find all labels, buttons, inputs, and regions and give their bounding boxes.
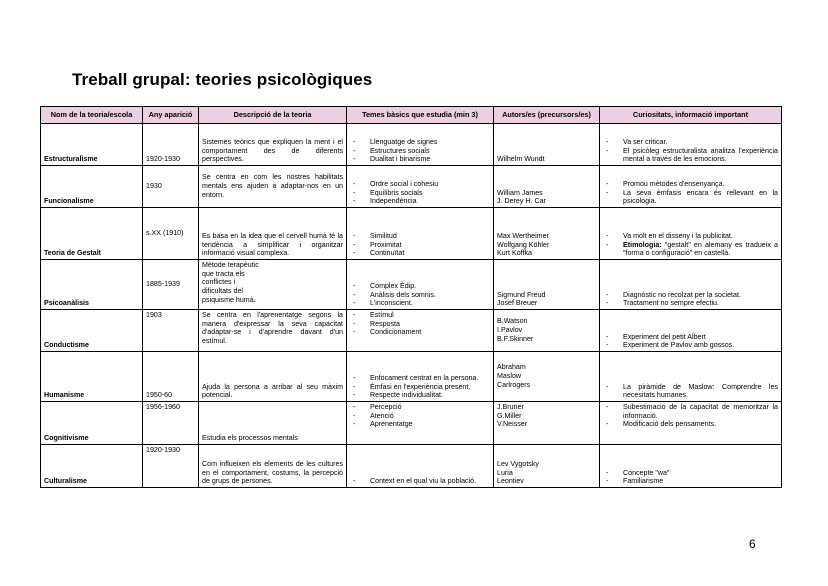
theory-name: Cognitivisme <box>41 402 143 445</box>
note-text: "gestalt" en alemany es tradueix a "forma o configuració" en castellà. <box>623 240 778 258</box>
note-item: - La seva èmfasis encara és rellevant en la psicologia. <box>603 189 778 206</box>
author-name: Josef Breuer <box>497 299 538 308</box>
author-name: V.Neisser <box>497 420 528 429</box>
theory-notes <box>600 166 782 208</box>
theory-authors <box>494 352 600 402</box>
header-description: Descripció de la teoria <box>199 107 347 124</box>
theory-description: Se centra en com les nostres habilitats mentals ens ajuden a adaptar-nos en un entorn. <box>199 166 347 208</box>
author-name: B.Watson <box>497 317 528 326</box>
note-item: - El psicòleg estructuralista analitza l'experiència mental a través de les emocions. <box>603 147 778 164</box>
table-row <box>41 352 782 402</box>
topic-item: - Complex Èdip. <box>350 282 490 291</box>
note-item: - Familiarisme <box>603 477 778 486</box>
theory-name: Teoria de Gestalt <box>41 208 143 260</box>
author-name: Abraham <box>497 363 526 372</box>
theory-authors <box>494 402 600 445</box>
theory-notes <box>600 260 782 310</box>
theory-notes <box>600 402 782 445</box>
note-item: - Modificació dels pensaments. <box>603 420 778 429</box>
theory-notes <box>600 124 782 166</box>
note-item: - Subestimació de la capacitat de memoritzar la informació. <box>603 403 778 420</box>
author-name: B.F.Skinner <box>497 334 534 343</box>
theory-year: 1920-1930 <box>143 445 199 488</box>
theory-name: Conductisme <box>41 310 143 352</box>
author-name: Wilhelm Wundt <box>497 155 545 164</box>
header-topics: Temes bàsics que estudia (min 3) <box>347 107 494 124</box>
author-name: J.Bruner <box>497 403 524 411</box>
topic-item: - Independència <box>350 197 490 206</box>
author-name: Maslow <box>497 372 522 381</box>
theory-year: 1930 <box>143 166 199 208</box>
topic-item: - Anàlisis dels somnis. <box>350 291 490 300</box>
theory-topics <box>347 352 494 402</box>
theory-year: 1903 <box>143 310 199 352</box>
topic-item: - Estructures socials <box>350 147 490 156</box>
theory-description: Ajuda la persona a arribar al seu màxim potencial. <box>199 352 347 402</box>
topic-item: - Similitud <box>350 232 490 241</box>
topic-item: - Aprenentatge <box>350 420 490 429</box>
theory-description: Estudia els processos mentals <box>199 402 347 445</box>
note-item: - Va ser criticar. <box>603 138 778 147</box>
topic-item: - Respecte individualitat. <box>350 391 490 400</box>
topic-item: - Enfocament centrat en la persona. <box>350 374 490 383</box>
topic-item: - Condicionament <box>350 328 490 337</box>
theory-year: 1885-1939 <box>143 260 199 310</box>
topic-item: - Equilibris socials <box>350 189 490 198</box>
table-row <box>41 260 782 310</box>
author-name: Wolfgang Köhler <box>497 240 550 249</box>
note-item: - Promou mètodes d'ensenyança. <box>603 180 778 189</box>
header-theory-name: Nom de la teoria/escola <box>41 107 143 124</box>
topic-item: - Dualitat i binarisme <box>350 155 490 164</box>
description-line: conflictes i <box>202 278 236 287</box>
table-header-row <box>41 107 782 124</box>
table-row <box>41 310 782 352</box>
theory-authors <box>494 208 600 260</box>
theory-notes <box>600 310 782 352</box>
author-name: J. Derey H. Car <box>497 197 546 206</box>
author-name: Sigmund Freud <box>497 290 546 299</box>
theory-notes <box>600 352 782 402</box>
author-name: Leontiev <box>497 477 524 486</box>
theory-authors <box>494 445 600 488</box>
topic-item: - Continuïtat <box>350 249 490 258</box>
description-line: Mètode terapèutic <box>202 261 259 269</box>
theory-year: 1920-1930 <box>143 124 199 166</box>
topic-item: - Estímul <box>350 311 490 320</box>
theory-description <box>199 260 347 310</box>
theory-authors <box>494 310 600 352</box>
description-line: que tracta els <box>202 269 245 278</box>
page-title: Treball grupal: teories psicològiques <box>72 70 373 89</box>
topic-item: - Percepció <box>350 403 490 412</box>
theory-name: Estructuralisme <box>41 124 143 166</box>
author-name: Lev Vygotsky <box>497 459 539 468</box>
author-name: G.Miller <box>497 411 522 420</box>
theory-description: Es basa en la idea que el cervell humà té la tendència a simplificar i organitzar informació visual complexa. <box>199 208 347 260</box>
note-item: - La piràmide de Maslow: Comprendre les necesitats humanes. <box>603 383 778 400</box>
topic-item: - Resposta <box>350 320 490 329</box>
note-item: - Diagnòstic no recolzat per la societat. <box>603 291 778 300</box>
description-line: dificultats del <box>202 287 244 296</box>
theory-name: Humanisme <box>41 352 143 402</box>
theory-topics <box>347 445 494 488</box>
author-name: Luria <box>497 468 513 477</box>
note-bold-label: Etimologia: <box>623 240 662 249</box>
theory-year: 1950-60 <box>143 352 199 402</box>
topic-item: - Proximitat <box>350 241 490 250</box>
theory-authors <box>494 260 600 310</box>
note-item: - Experiment de Pavlov amb gossos. <box>603 341 778 350</box>
theory-notes <box>600 445 782 488</box>
table-row <box>41 208 782 260</box>
table-row <box>41 166 782 208</box>
author-name: Carlrogers <box>497 380 531 389</box>
table-row <box>41 445 782 488</box>
topic-item: - Llenguatge de signes <box>350 138 490 147</box>
header-authors: Autors/es (precursors/es) <box>494 107 600 124</box>
topic-item: - Context en el qual viu la població. <box>350 477 490 486</box>
theory-authors <box>494 166 600 208</box>
description-line: psiquisme humà. <box>202 295 256 304</box>
theory-topics <box>347 402 494 445</box>
theory-year: s.XX (1910) <box>143 208 199 260</box>
theory-topics <box>347 124 494 166</box>
header-year: Any aparició <box>143 107 199 124</box>
table-row <box>41 402 782 445</box>
author-name: William James <box>497 188 543 197</box>
theory-name: Psicoanàlisis <box>41 260 143 310</box>
theory-description: Se centra en l'aprenentatge segons la manera d'expressar la seva capacitat d'adaptar-se i d'aprendre davant d'un estímul. <box>199 310 347 352</box>
theories-table <box>40 106 782 488</box>
author-name: Max Wertheimer <box>497 231 549 240</box>
note-item: - Va molt en el disseny i la publicitat. <box>603 232 778 241</box>
topic-item: - L'inconscient. <box>350 299 490 308</box>
theory-name: Culturalisme <box>41 445 143 488</box>
theory-topics <box>347 310 494 352</box>
note-item: - Experiment del petit Albert <box>603 333 778 342</box>
note-item <box>603 241 778 258</box>
theory-notes <box>600 208 782 260</box>
theory-topics <box>347 208 494 260</box>
author-name: Kurt Koffka <box>497 249 532 258</box>
author-name: I.Pavlov <box>497 326 523 335</box>
theory-description: Sistemes teòrics que expliquen la ment i el comportament des de diferents perspectives. <box>199 124 347 166</box>
topic-item: - Atenció <box>350 412 490 421</box>
theory-topics <box>347 260 494 310</box>
theory-name: Funcionalisme <box>41 166 143 208</box>
theory-description: Com influeixen els elements de les cultures en el comportament, costums, la percepció de grups de persones. <box>199 445 347 488</box>
table-row <box>41 124 782 166</box>
theory-authors <box>494 124 600 166</box>
note-item: - Tractament no sempre efectiu. <box>603 299 778 308</box>
page-number: 6 <box>749 537 756 551</box>
header-notes: Curiositats, informació important <box>600 107 782 124</box>
note-item: - Concepte "wa" <box>603 469 778 478</box>
topic-item: - Ordre social i cohesiu <box>350 180 490 189</box>
topic-item: - Èmfasi en l'experiència present. <box>350 383 490 392</box>
theory-topics <box>347 166 494 208</box>
theory-year: 1956-1960 <box>143 402 199 445</box>
